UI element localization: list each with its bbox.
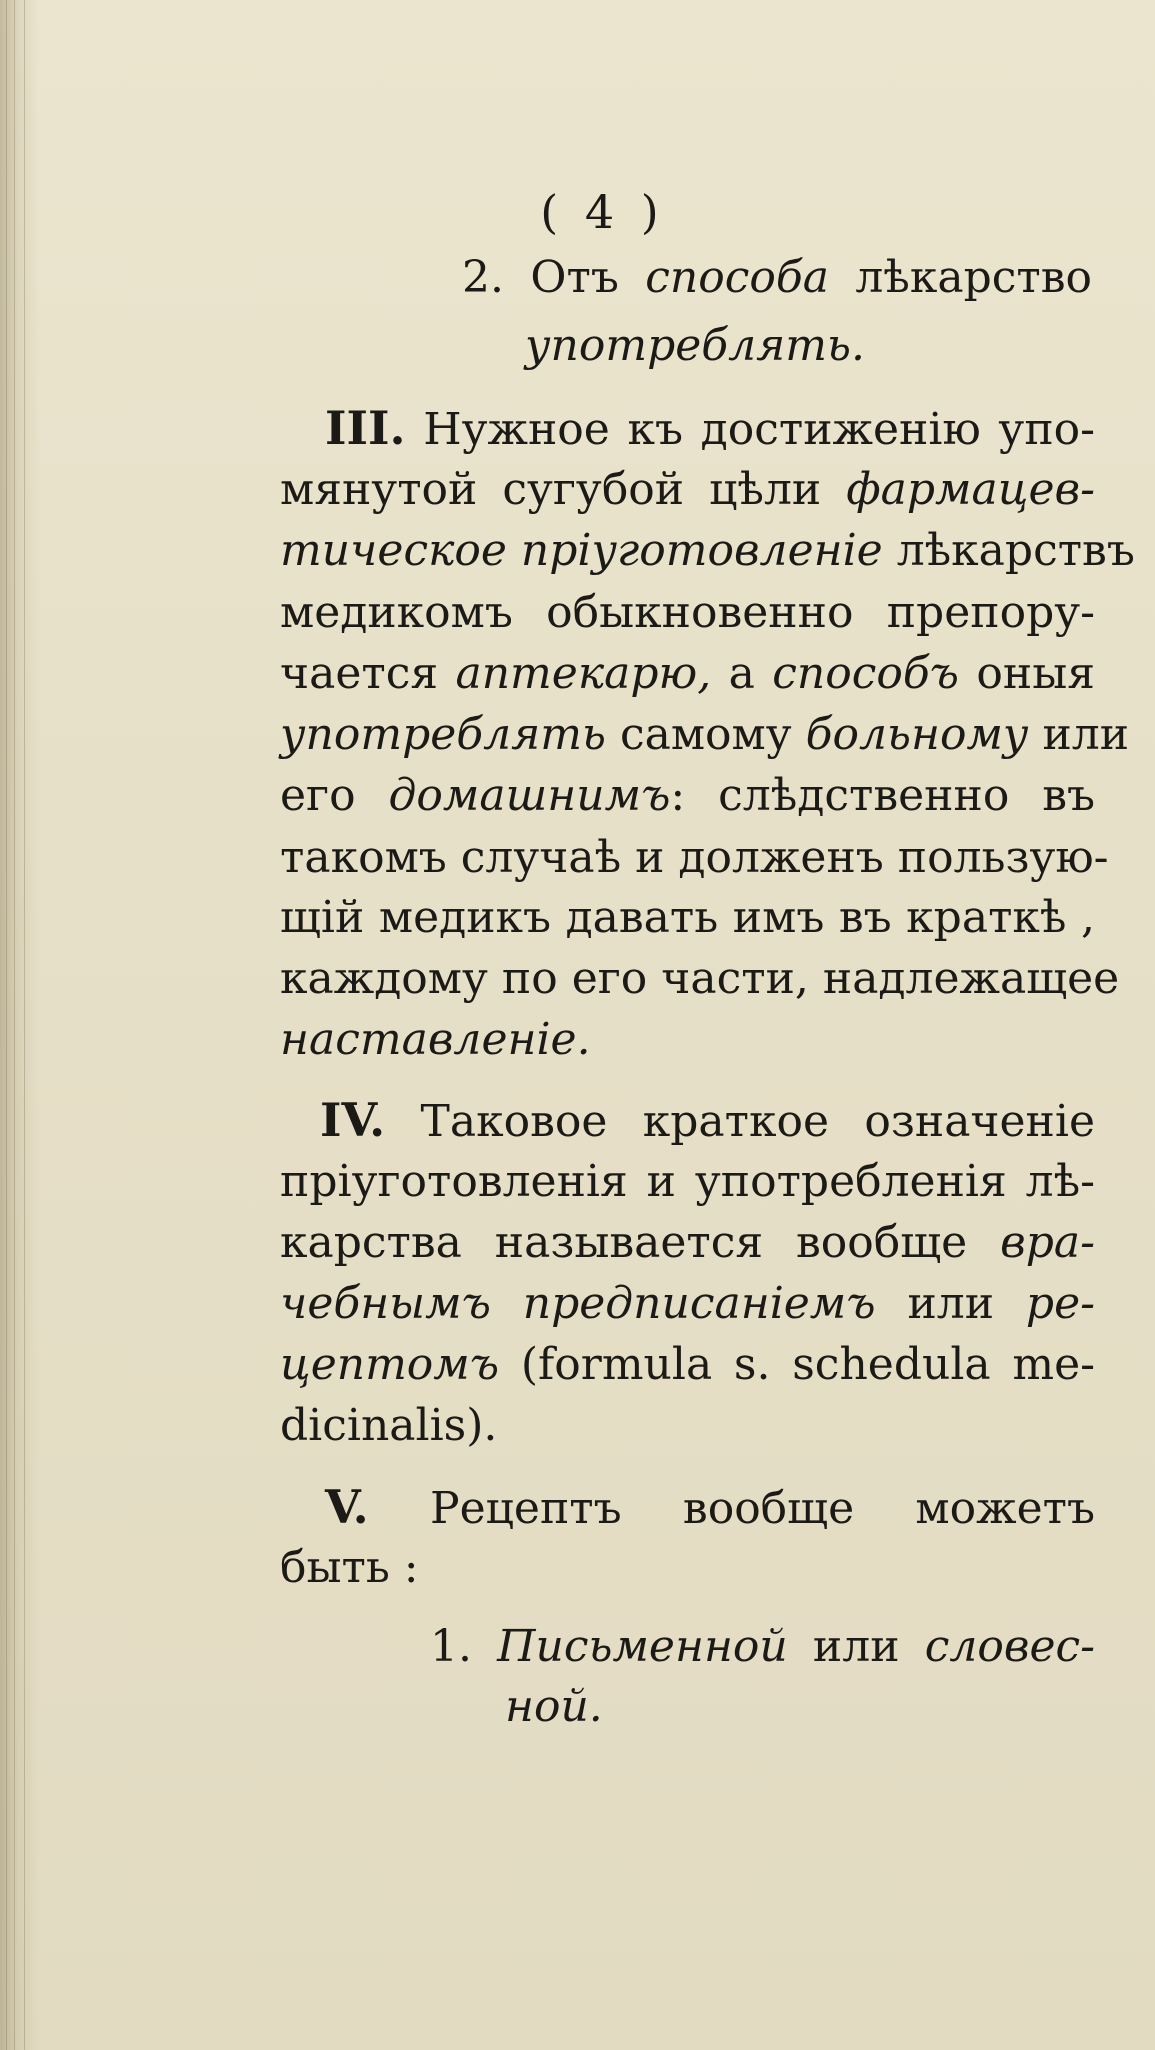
text-run: такомъ случаѣ и долженъ пользую- <box>280 832 1109 883</box>
text-line <box>280 888 1095 948</box>
italic-term: наставленіе. <box>280 1014 591 1065</box>
italic-term: фармацев- <box>846 464 1095 515</box>
text-run: быть : <box>280 1542 419 1593</box>
page-edge <box>6 0 7 2050</box>
text-line <box>280 1396 680 1456</box>
text-line <box>280 1335 1095 1395</box>
italic-term: цептомъ <box>280 1339 500 1390</box>
text-run: карства называется вообще <box>280 1217 1001 1268</box>
text-line <box>325 398 1095 460</box>
text-run: медикомъ обыкновенно препору- <box>280 587 1095 638</box>
italic-term: ной. <box>505 1681 603 1732</box>
text-line <box>430 1617 1095 1677</box>
text-run: или <box>787 1621 925 1672</box>
text-line <box>280 1010 680 1070</box>
text-line <box>280 583 1095 643</box>
text-line <box>280 644 1095 704</box>
text-run: его <box>280 770 389 821</box>
italic-term: чебнымъ предписаніемъ <box>280 1278 876 1329</box>
text-run: оныя <box>959 648 1095 699</box>
text-run: dicinalis). <box>280 1400 498 1451</box>
italic-term: словес- <box>924 1621 1095 1672</box>
text-run: лѣкарство <box>828 252 1092 303</box>
text-run: пріуготовленія и употребленія лѣ- <box>280 1156 1095 1207</box>
page-number: ( 4 ) <box>540 185 665 239</box>
text-run: Нужное къ достиженію упо- <box>405 404 1095 455</box>
text-run: 2. Отъ <box>462 252 646 303</box>
text-run: 1. <box>430 1621 498 1672</box>
italic-term: аптекарю, <box>455 648 712 699</box>
text-run: : слѣдственно въ <box>670 770 1096 821</box>
text-line <box>320 1090 1095 1152</box>
text-line <box>280 705 1130 765</box>
text-run: каждому по его части, надлежащее <box>280 953 1120 1004</box>
text-run: чается <box>280 648 456 699</box>
text-line <box>525 316 865 376</box>
italic-term: ре- <box>1025 1278 1095 1329</box>
italic-term: способа <box>645 252 829 303</box>
italic-term: Письменной <box>497 1621 788 1672</box>
italic-term: больному <box>805 709 1029 760</box>
text-run: Таковое краткое означеніе <box>385 1096 1095 1147</box>
page-edge <box>24 0 25 2050</box>
text-run: или <box>1028 709 1130 760</box>
text-line <box>505 1677 705 1737</box>
text-line <box>280 460 1095 520</box>
text-line <box>280 1274 1095 1334</box>
italic-term: употреблять. <box>525 320 865 371</box>
italic-term: тическое пріуготовленіе <box>280 525 883 576</box>
text-run: лѣкарствъ <box>882 525 1135 576</box>
text-line <box>280 766 1095 826</box>
text-run: (formula s. schedula me- <box>499 1339 1095 1390</box>
text-run: Рецептъ вообще можетъ <box>368 1483 1095 1534</box>
italic-term: употреблять <box>280 709 606 760</box>
text-line <box>325 1477 1095 1539</box>
section-numeral: III. <box>325 401 406 455</box>
text-line <box>280 1538 580 1598</box>
text-run: мянутой сугубой цѣли <box>280 464 847 515</box>
text-run: щій медикъ давать имъ въ краткѣ , <box>280 892 1095 943</box>
italic-term: домашнимъ <box>388 770 671 821</box>
section-numeral: IV. <box>320 1093 386 1147</box>
text-run: самому <box>605 709 806 760</box>
text-line <box>280 1152 1095 1212</box>
text-line <box>462 248 1092 308</box>
text-line <box>280 949 1120 1009</box>
text-line <box>280 828 1109 888</box>
italic-term: вра- <box>1000 1217 1095 1268</box>
text-line <box>280 1213 1095 1273</box>
italic-term: способъ <box>772 648 960 699</box>
text-run: или <box>875 1278 1026 1329</box>
page-edge <box>14 0 15 2050</box>
text-line <box>280 521 1135 581</box>
section-numeral: V. <box>325 1480 369 1534</box>
text-run: а <box>711 648 773 699</box>
